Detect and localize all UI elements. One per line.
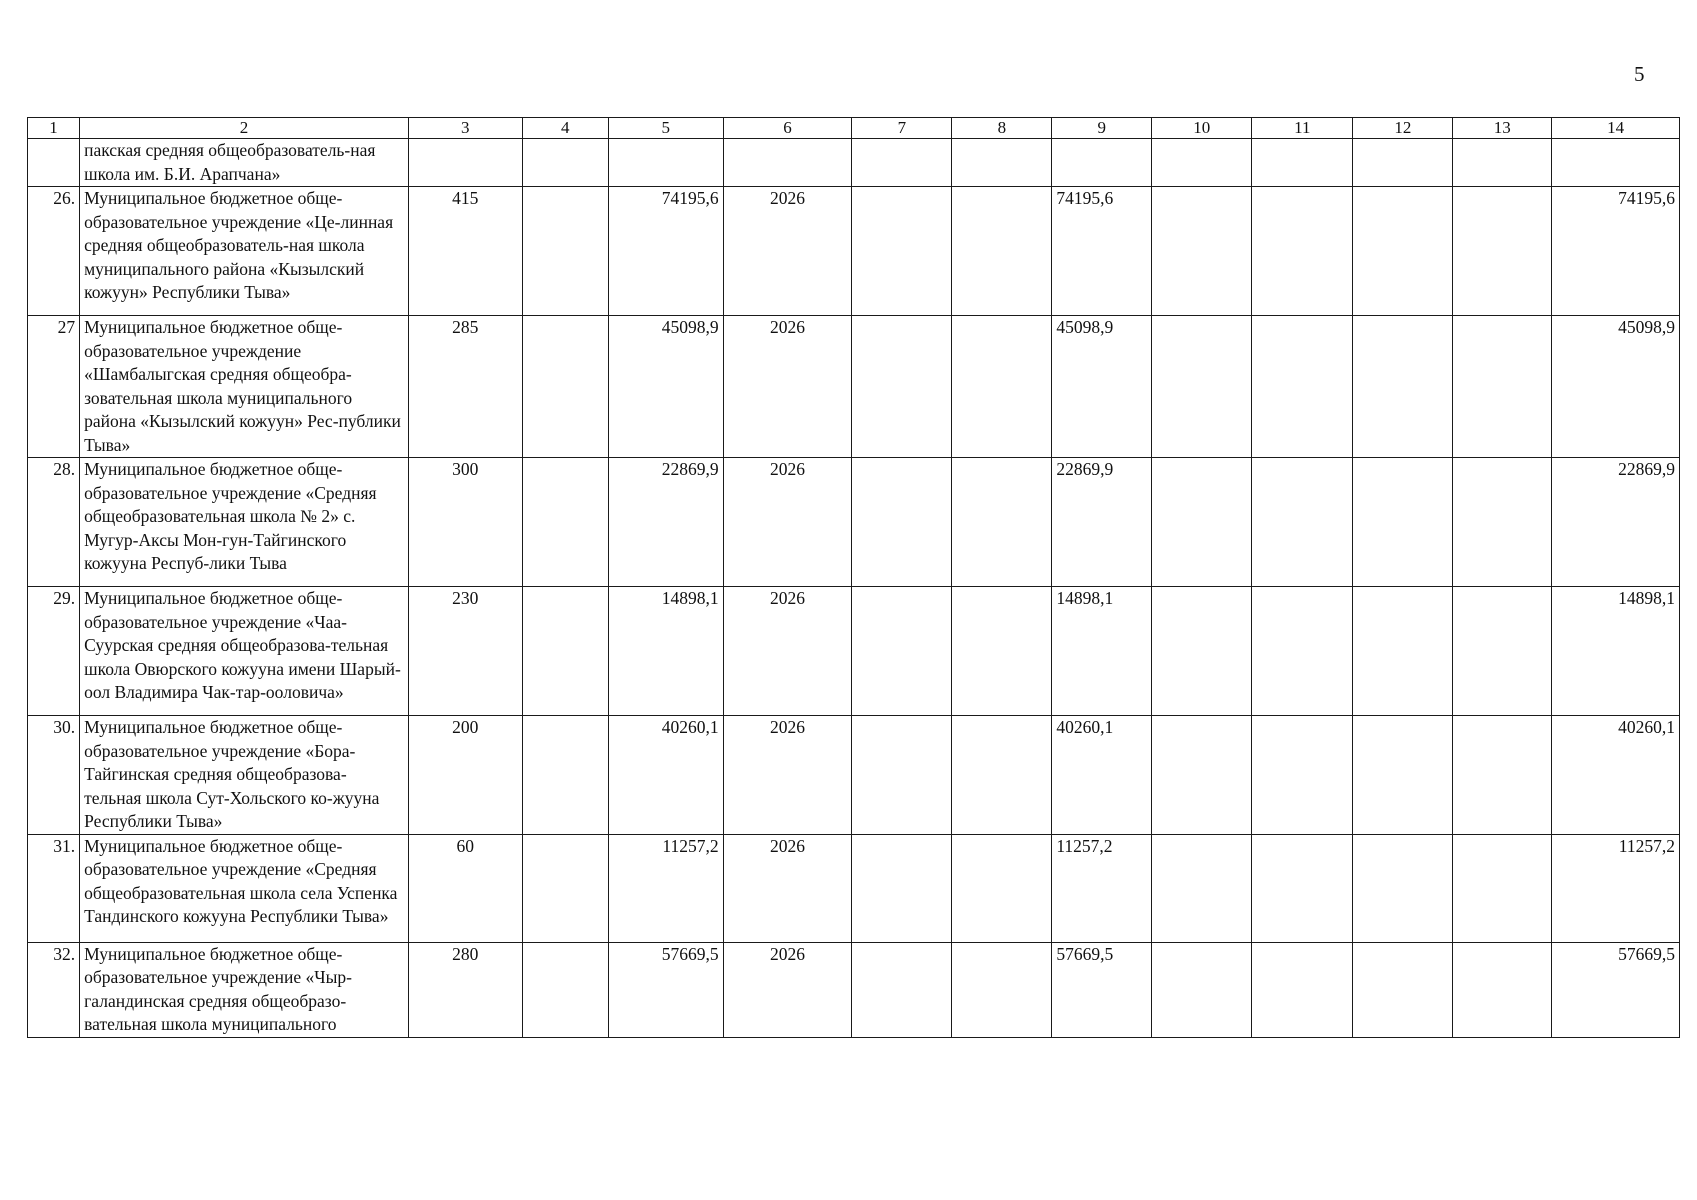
budget-table bbox=[27, 117, 1680, 1038]
institution-name-cell: Муниципальное бюджетное обще-образовательное учреждение «Шамбалыгская средняя общеобра-зовательная школа муниципального района «Кызылский кожуун» Рес-публики Тыва» bbox=[80, 316, 409, 458]
header-cell-5: 5 bbox=[608, 118, 723, 139]
col8-cell bbox=[952, 139, 1052, 187]
col11-cell bbox=[1252, 942, 1353, 1037]
col9-amount-cell: 57669,5 bbox=[1052, 942, 1152, 1037]
col14-amount-cell: 11257,2 bbox=[1552, 834, 1680, 942]
col9-amount-cell: 22869,9 bbox=[1052, 458, 1152, 587]
col10-cell bbox=[1152, 834, 1252, 942]
col13-cell bbox=[1453, 187, 1552, 316]
col8-cell bbox=[952, 587, 1052, 716]
col7-cell bbox=[852, 187, 952, 316]
col8-cell bbox=[952, 716, 1052, 835]
col4-cell bbox=[522, 458, 608, 587]
header-row bbox=[28, 118, 1680, 139]
col9-amount-cell: 45098,9 bbox=[1052, 316, 1152, 458]
capacity-cell bbox=[408, 139, 522, 187]
header-cell-6: 6 bbox=[723, 118, 852, 139]
col4-cell bbox=[522, 187, 608, 316]
header-cell-14: 14 bbox=[1552, 118, 1680, 139]
row-number-cell bbox=[28, 139, 80, 187]
table-row bbox=[28, 942, 1680, 1037]
header-cell-8: 8 bbox=[952, 118, 1052, 139]
col8-cell bbox=[952, 316, 1052, 458]
col13-cell bbox=[1453, 942, 1552, 1037]
institution-name-cell: Муниципальное бюджетное обще-образовательное учреждение «Бора-Тайгинская средняя общеобразова-тельная школа Сут-Хольского ко-жууна Республики Тыва» bbox=[80, 716, 409, 835]
year-cell bbox=[723, 139, 852, 187]
header-cell-10: 10 bbox=[1152, 118, 1252, 139]
col9-amount-cell bbox=[1052, 139, 1152, 187]
row-number-cell: 29. bbox=[28, 587, 80, 716]
table-row bbox=[28, 139, 1680, 187]
year-cell: 2026 bbox=[723, 587, 852, 716]
header-cell-9: 9 bbox=[1052, 118, 1152, 139]
table-row bbox=[28, 716, 1680, 835]
table-row bbox=[28, 316, 1680, 458]
col9-amount-cell: 40260,1 bbox=[1052, 716, 1152, 835]
header-cell-7: 7 bbox=[852, 118, 952, 139]
capacity-cell: 200 bbox=[408, 716, 522, 835]
header-cell-12: 12 bbox=[1353, 118, 1453, 139]
col13-cell bbox=[1453, 458, 1552, 587]
col10-cell bbox=[1152, 187, 1252, 316]
col4-cell bbox=[522, 139, 608, 187]
col9-amount-cell: 14898,1 bbox=[1052, 587, 1152, 716]
table-row bbox=[28, 458, 1680, 587]
year-cell: 2026 bbox=[723, 716, 852, 835]
year-cell: 2026 bbox=[723, 458, 852, 587]
col7-cell bbox=[852, 587, 952, 716]
cost-cell: 57669,5 bbox=[608, 942, 723, 1037]
col7-cell bbox=[852, 316, 952, 458]
institution-name-cell: Муниципальное бюджетное обще-образовательное учреждение «Средняя общеобразовательная школа № 2» с. Мугур-Аксы Мон-гун-Тайгинского кожууна Респуб-лики Тыва bbox=[80, 458, 409, 587]
institution-name-cell: Муниципальное бюджетное обще-образовательное учреждение «Чыр-галандинская средняя общеобразо-вательная школа муниципального bbox=[80, 942, 409, 1037]
institution-name-cell: Муниципальное бюджетное обще-образовательное учреждение «Чаа-Суурская средняя общеобразова-тельная школа Овюрского кожууна имени Шарый-оол Владимира Чак-тар-ооловича» bbox=[80, 587, 409, 716]
capacity-cell: 285 bbox=[408, 316, 522, 458]
col11-cell bbox=[1252, 458, 1353, 587]
col12-cell bbox=[1353, 458, 1453, 587]
col4-cell bbox=[522, 834, 608, 942]
col12-cell bbox=[1353, 942, 1453, 1037]
col13-cell bbox=[1453, 716, 1552, 835]
institution-name-cell: пакская средняя общеобразователь-ная школа им. Б.И. Арапчана» bbox=[80, 139, 409, 187]
col8-cell bbox=[952, 458, 1052, 587]
col11-cell bbox=[1252, 187, 1353, 316]
capacity-cell: 280 bbox=[408, 942, 522, 1037]
row-number-cell: 26. bbox=[28, 187, 80, 316]
table-row bbox=[28, 587, 1680, 716]
cost-cell bbox=[608, 139, 723, 187]
row-number-cell: 31. bbox=[28, 834, 80, 942]
col7-cell bbox=[852, 716, 952, 835]
row-number-cell: 27 bbox=[28, 316, 80, 458]
col10-cell bbox=[1152, 942, 1252, 1037]
capacity-cell: 230 bbox=[408, 587, 522, 716]
col11-cell bbox=[1252, 316, 1353, 458]
col14-amount-cell: 74195,6 bbox=[1552, 187, 1680, 316]
cost-cell: 11257,2 bbox=[608, 834, 723, 942]
col10-cell bbox=[1152, 316, 1252, 458]
col11-cell bbox=[1252, 587, 1353, 716]
cost-cell: 22869,9 bbox=[608, 458, 723, 587]
col12-cell bbox=[1353, 187, 1453, 316]
col7-cell bbox=[852, 139, 952, 187]
col9-amount-cell: 11257,2 bbox=[1052, 834, 1152, 942]
col12-cell bbox=[1353, 587, 1453, 716]
institution-name-cell: Муниципальное бюджетное обще-образовательное учреждение «Це-линная средняя общеобразователь-ная школа муниципального района «Кызылский кожуун» Республики Тыва» bbox=[80, 187, 409, 316]
col11-cell bbox=[1252, 716, 1353, 835]
col8-cell bbox=[952, 834, 1052, 942]
col10-cell bbox=[1152, 458, 1252, 587]
col14-amount-cell bbox=[1552, 139, 1680, 187]
header-cell-3: 3 bbox=[408, 118, 522, 139]
col14-amount-cell: 57669,5 bbox=[1552, 942, 1680, 1037]
row-number-cell: 32. bbox=[28, 942, 80, 1037]
capacity-cell: 60 bbox=[408, 834, 522, 942]
col14-amount-cell: 22869,9 bbox=[1552, 458, 1680, 587]
capacity-cell: 415 bbox=[408, 187, 522, 316]
col10-cell bbox=[1152, 587, 1252, 716]
col4-cell bbox=[522, 587, 608, 716]
col11-cell bbox=[1252, 834, 1353, 942]
col14-amount-cell: 14898,1 bbox=[1552, 587, 1680, 716]
year-cell: 2026 bbox=[723, 187, 852, 316]
col12-cell bbox=[1353, 139, 1453, 187]
col7-cell bbox=[852, 942, 952, 1037]
row-number-cell: 28. bbox=[28, 458, 80, 587]
header-cell-1: 1 bbox=[28, 118, 80, 139]
header-cell-13: 13 bbox=[1453, 118, 1552, 139]
cost-cell: 40260,1 bbox=[608, 716, 723, 835]
col13-cell bbox=[1453, 316, 1552, 458]
col4-cell bbox=[522, 316, 608, 458]
year-cell: 2026 bbox=[723, 834, 852, 942]
col11-cell bbox=[1252, 139, 1353, 187]
col12-cell bbox=[1353, 316, 1453, 458]
col13-cell bbox=[1453, 587, 1552, 716]
col14-amount-cell: 40260,1 bbox=[1552, 716, 1680, 835]
col13-cell bbox=[1453, 139, 1552, 187]
col4-cell bbox=[522, 942, 608, 1037]
col4-cell bbox=[522, 716, 608, 835]
capacity-cell: 300 bbox=[408, 458, 522, 587]
cost-cell: 74195,6 bbox=[608, 187, 723, 316]
col10-cell bbox=[1152, 716, 1252, 835]
institution-name-cell: Муниципальное бюджетное обще-образовательное учреждение «Средняя общеобразовательная школа села Успенка Тандинского кожууна Республики Тыва» bbox=[80, 834, 409, 942]
year-cell: 2026 bbox=[723, 942, 852, 1037]
header-cell-11: 11 bbox=[1252, 118, 1353, 139]
col14-amount-cell: 45098,9 bbox=[1552, 316, 1680, 458]
table-row bbox=[28, 834, 1680, 942]
col7-cell bbox=[852, 458, 952, 587]
table-row bbox=[28, 187, 1680, 316]
col9-amount-cell: 74195,6 bbox=[1052, 187, 1152, 316]
cost-cell: 45098,9 bbox=[608, 316, 723, 458]
col10-cell bbox=[1152, 139, 1252, 187]
header-cell-4: 4 bbox=[522, 118, 608, 139]
col7-cell bbox=[852, 834, 952, 942]
col13-cell bbox=[1453, 834, 1552, 942]
year-cell: 2026 bbox=[723, 316, 852, 458]
cost-cell: 14898,1 bbox=[608, 587, 723, 716]
col12-cell bbox=[1353, 716, 1453, 835]
header-cell-2: 2 bbox=[80, 118, 409, 139]
col8-cell bbox=[952, 187, 1052, 316]
page-number: 5 bbox=[1634, 62, 1645, 86]
row-number-cell: 30. bbox=[28, 716, 80, 835]
col12-cell bbox=[1353, 834, 1453, 942]
col8-cell bbox=[952, 942, 1052, 1037]
